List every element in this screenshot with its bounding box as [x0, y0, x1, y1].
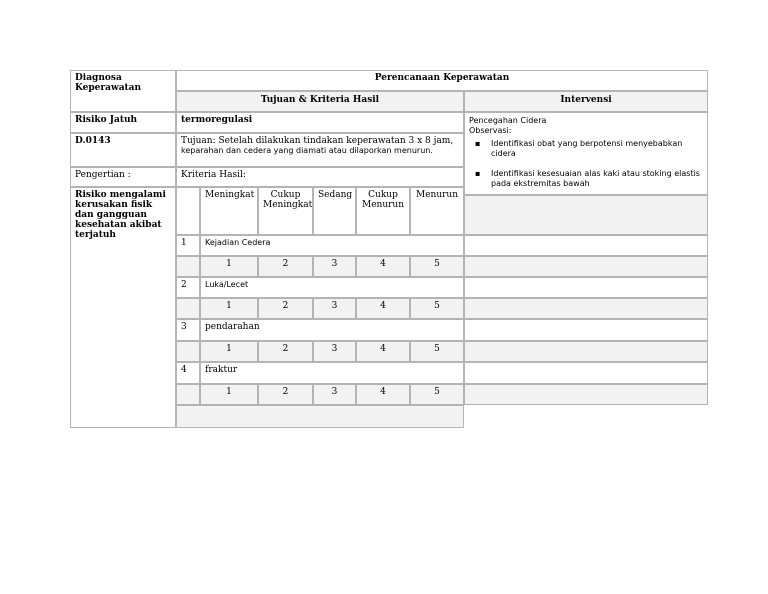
- intervensi-title: Pencegahan Cidera: [469, 116, 547, 125]
- intervensi-header: Intervensi: [464, 91, 708, 112]
- score-cell: 4: [356, 256, 410, 277]
- pengertian-label: Pengertian :: [70, 167, 176, 187]
- score-cell: 4: [356, 384, 410, 405]
- criteria-score-spacer: [176, 384, 200, 405]
- criteria-no: 2: [176, 277, 200, 298]
- score-cell: 5: [410, 256, 464, 277]
- criteria-score-spacer: [176, 341, 200, 362]
- intervensi-content: [464, 112, 708, 195]
- score-cell: 2: [258, 384, 313, 405]
- diagnosis-code: D.0143: [70, 133, 176, 167]
- score-cell: 1: [200, 384, 258, 405]
- tujuan-bottom-row: [176, 405, 464, 428]
- intervensi-list: [469, 139, 703, 189]
- criteria-no: 4: [176, 362, 200, 384]
- intervensi-row: [464, 298, 708, 319]
- criteria-score-spacer: [176, 298, 200, 319]
- score-cell: 3: [313, 298, 356, 319]
- intervensi-row: [464, 341, 708, 362]
- score-cell: 4: [356, 298, 410, 319]
- intervensi-row: [464, 319, 708, 341]
- scale-header-cukup-menurun: Cukup Menurun: [356, 187, 410, 235]
- score-cell: 4: [356, 341, 410, 362]
- observasi-label: Observasi:: [469, 126, 512, 135]
- score-cell: 3: [313, 256, 356, 277]
- intervensi-row: [464, 362, 708, 384]
- diagnosis-definition: Risiko mengalami kerusakan fisik dan gangguan kesehatan akibat terjatuh: [70, 187, 176, 428]
- intervensi-item: ▪ Identifikasi kesesuaian alas kaki atau stoking elastis pada ekstremitas bawah: [469, 169, 703, 189]
- intervensi-row: [464, 195, 708, 235]
- score-cell: 3: [313, 384, 356, 405]
- score-cell: 5: [410, 341, 464, 362]
- diagnosa-header: Diagnosa Keperawatan: [70, 70, 176, 112]
- intervensi-row: [464, 235, 708, 256]
- score-cell: 2: [258, 256, 313, 277]
- score-cell: 1: [200, 256, 258, 277]
- criteria-score-spacer: [176, 256, 200, 277]
- scale-header-sedang: Sedang: [313, 187, 356, 235]
- diagnosis-name: Risiko Jatuh: [70, 112, 176, 133]
- tujuan-text-line2: keparahan dan cedera yang diamati atau dilaporkan menurun.: [181, 146, 433, 155]
- score-cell: 2: [258, 341, 313, 362]
- scale-corner: [176, 187, 200, 235]
- scale-header-cukup-meningkat: Cukup Meningkat: [258, 187, 313, 235]
- kriteria-label: Kriteria Hasil:: [176, 167, 464, 187]
- criteria-name: Kejadian Cedera: [200, 235, 464, 256]
- score-cell: 1: [200, 298, 258, 319]
- tujuan-label: termoregulasi: [176, 112, 464, 133]
- intervensi-row: [464, 256, 708, 277]
- score-cell: 2: [258, 298, 313, 319]
- score-cell: 5: [410, 384, 464, 405]
- criteria-no: 1: [176, 235, 200, 256]
- tujuan-text: [176, 133, 464, 167]
- scale-header-menurun: Menurun: [410, 187, 464, 235]
- tujuan-text-line1: Tujuan: Setelah dilakukan tindakan keperawatan 3 x 8 jam,: [181, 136, 454, 146]
- tujuan-header: Tujuan & Kriteria Hasil: [176, 91, 464, 112]
- perencanaan-header: Perencanaan Keperawatan: [176, 70, 708, 91]
- criteria-no: 3: [176, 319, 200, 341]
- score-cell: 3: [313, 341, 356, 362]
- criteria-name: Luka/Lecet: [200, 277, 464, 298]
- score-cell: 5: [410, 298, 464, 319]
- score-cell: 1: [200, 341, 258, 362]
- criteria-name: pendarahan: [200, 319, 464, 341]
- intervensi-row: [464, 277, 708, 298]
- intervensi-item: ▪ Identifikasi obat yang berpotensi menyebabkan cidera: [469, 139, 703, 159]
- scale-header-meningkat: Meningkat: [200, 187, 258, 235]
- criteria-name: fraktur: [200, 362, 464, 384]
- intervensi-row: [464, 384, 708, 405]
